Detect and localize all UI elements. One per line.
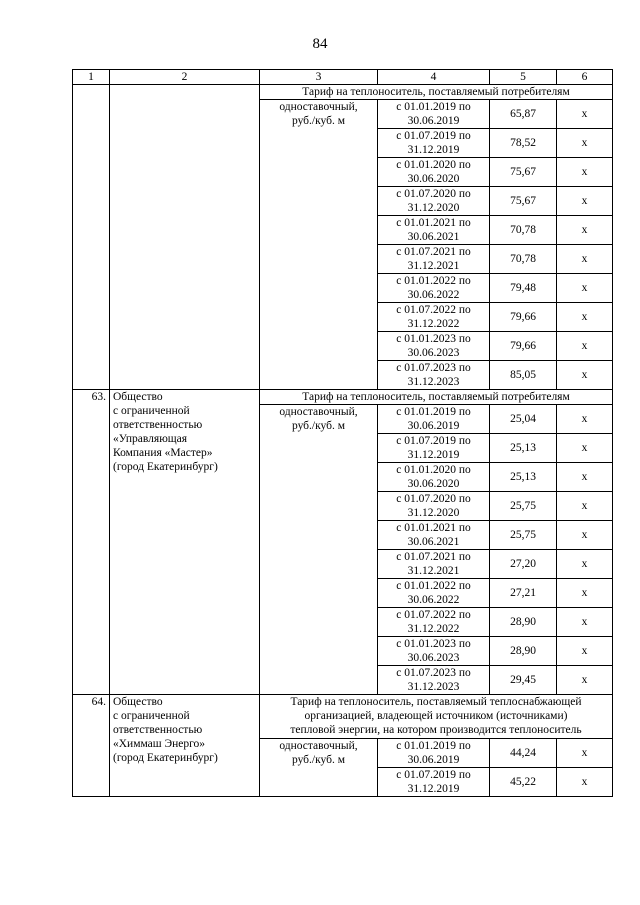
period-cell xyxy=(378,274,490,303)
tariff-value: 27,20 xyxy=(490,550,557,579)
organization-name-line: (город Екатеринбург) xyxy=(113,461,218,473)
tariff-unit-line: руб./куб. м xyxy=(291,754,346,766)
period-cell xyxy=(378,579,490,608)
tariff-value: 79,66 xyxy=(490,303,557,332)
column-6-mark: x xyxy=(557,274,613,303)
column-6-mark: x xyxy=(557,768,613,797)
period-line: с 01.07.2021 по xyxy=(396,246,471,258)
organization-name-line: (город Екатеринбург) xyxy=(113,752,218,764)
period-line: с 01.01.2022 по xyxy=(396,580,471,592)
period-line: 31.12.2019 xyxy=(407,783,460,795)
period-line: 30.06.2020 xyxy=(407,478,460,490)
period-line: с 01.01.2021 по xyxy=(396,217,471,229)
tariff-value: 45,22 xyxy=(490,768,557,797)
period-cell xyxy=(378,216,490,245)
period-line: 31.12.2020 xyxy=(407,202,460,214)
column-6-mark: x xyxy=(557,405,613,434)
period-line: с 01.01.2023 по xyxy=(396,638,471,650)
period-line: 31.12.2019 xyxy=(407,449,460,461)
period-line: 31.12.2021 xyxy=(407,260,460,272)
period-cell xyxy=(378,666,490,695)
tariff-value: 79,66 xyxy=(490,332,557,361)
period-line: с 01.01.2019 по xyxy=(396,101,471,113)
tariff-title-line: организацией, владеющей источником (источниками) xyxy=(304,710,568,722)
column-6-mark: x xyxy=(557,129,613,158)
period-line: 30.06.2022 xyxy=(407,289,460,301)
column-6-mark: x xyxy=(557,100,613,129)
organization-name-line: Общество xyxy=(113,696,163,708)
period-cell xyxy=(378,768,490,797)
organization-name-line: с ограниченной xyxy=(113,710,190,722)
tariff-value: 29,45 xyxy=(490,666,557,695)
tariff-unit-line: руб./куб. м xyxy=(291,115,346,127)
period-line: 31.12.2020 xyxy=(407,507,460,519)
column-6-mark: x xyxy=(557,245,613,274)
period-cell xyxy=(378,129,490,158)
period-cell xyxy=(378,637,490,666)
tariff-unit-line: одноставочный, xyxy=(279,406,358,418)
period-line: с 01.01.2020 по xyxy=(396,159,471,171)
tariff-value: 28,90 xyxy=(490,637,557,666)
header-cell: 5 xyxy=(490,70,557,85)
tariff-value: 25,13 xyxy=(490,434,557,463)
tariff-title-row xyxy=(73,695,613,739)
column-6-mark: x xyxy=(557,434,613,463)
tariff-unit-line: руб./куб. м xyxy=(291,420,346,432)
period-line: с 01.01.2021 по xyxy=(396,522,471,534)
organization-name xyxy=(110,85,260,390)
organization-name-line: «Управляющая xyxy=(113,433,188,445)
period-cell xyxy=(378,245,490,274)
column-6-mark: x xyxy=(557,332,613,361)
period-line: 31.12.2021 xyxy=(407,565,460,577)
organization-name-line: с ограниченной xyxy=(113,405,190,417)
period-cell xyxy=(378,100,490,129)
column-6-mark: x xyxy=(557,492,613,521)
tariff-unit-line: одноставочный, xyxy=(279,101,358,113)
period-cell xyxy=(378,492,490,521)
organization-name xyxy=(110,390,260,695)
tariff-title-line: тепловой энергии, на котором производится теплоноситель xyxy=(290,724,582,736)
period-line: с 01.01.2019 по xyxy=(396,740,471,752)
row-number xyxy=(73,85,110,390)
tariff-title xyxy=(260,390,613,405)
header-row xyxy=(73,70,613,85)
period-line: 30.06.2023 xyxy=(407,347,460,359)
tariff-value: 44,24 xyxy=(490,739,557,768)
column-6-mark: x xyxy=(557,216,613,245)
tariff-unit xyxy=(260,100,378,390)
period-line: 30.06.2021 xyxy=(407,231,460,243)
period-line: 31.12.2019 xyxy=(407,144,460,156)
header-cell: 1 xyxy=(73,70,110,85)
tariff-value: 25,75 xyxy=(490,492,557,521)
period-line: с 01.07.2020 по xyxy=(396,493,471,505)
organization-name-line: Компания «Мастер» xyxy=(113,447,213,459)
period-cell xyxy=(378,303,490,332)
period-cell xyxy=(378,550,490,579)
tariff-value: 78,52 xyxy=(490,129,557,158)
column-6-mark: x xyxy=(557,463,613,492)
tariff-title xyxy=(260,695,613,739)
column-6-mark: x xyxy=(557,579,613,608)
row-number: 64. xyxy=(73,695,110,797)
period-line: с 01.07.2022 по xyxy=(396,304,471,316)
period-cell xyxy=(378,158,490,187)
organization-name-line: ответственностью xyxy=(113,724,203,736)
period-line: 31.12.2023 xyxy=(407,376,460,388)
period-line: 30.06.2022 xyxy=(407,594,460,606)
organization-name xyxy=(110,695,260,797)
period-line: 31.12.2022 xyxy=(407,623,460,635)
period-line: с 01.01.2020 по xyxy=(396,464,471,476)
header-cell: 3 xyxy=(260,70,378,85)
organization-name-line: «Химмаш Энерго» xyxy=(113,738,206,750)
period-line: с 01.07.2023 по xyxy=(396,362,471,374)
period-cell xyxy=(378,332,490,361)
period-line: с 01.01.2022 по xyxy=(396,275,471,287)
period-line: 31.12.2022 xyxy=(407,318,460,330)
period-line: 30.06.2019 xyxy=(407,420,460,432)
tariff-unit xyxy=(260,405,378,695)
period-line: с 01.07.2019 по xyxy=(396,130,471,142)
tariff-value: 70,78 xyxy=(490,216,557,245)
period-cell xyxy=(378,187,490,216)
column-6-mark: x xyxy=(557,550,613,579)
tariff-title xyxy=(260,85,613,100)
tariff-value: 25,75 xyxy=(490,521,557,550)
column-6-mark: x xyxy=(557,158,613,187)
period-cell xyxy=(378,739,490,768)
organization-name-line: Общество xyxy=(113,391,163,403)
tariff-title-line: Тариф на теплоноситель, поставляемый потребителям xyxy=(302,391,570,403)
period-line: 30.06.2019 xyxy=(407,754,460,766)
period-cell xyxy=(378,608,490,637)
period-line: с 01.07.2022 по xyxy=(396,609,471,621)
column-6-mark: x xyxy=(557,608,613,637)
period-line: с 01.07.2019 по xyxy=(396,435,471,447)
tariff-title-row xyxy=(73,85,613,100)
tariff-value: 28,90 xyxy=(490,608,557,637)
tariff-value: 25,13 xyxy=(490,463,557,492)
tariff-value: 65,87 xyxy=(490,100,557,129)
column-6-mark: x xyxy=(557,187,613,216)
period-line: с 01.01.2019 по xyxy=(396,406,471,418)
period-line: 30.06.2021 xyxy=(407,536,460,548)
tariff-value: 75,67 xyxy=(490,158,557,187)
period-line: с 01.07.2019 по xyxy=(396,769,471,781)
period-cell xyxy=(378,361,490,390)
tariff-unit xyxy=(260,739,378,797)
tariff-value: 27,21 xyxy=(490,579,557,608)
tariff-value: 70,78 xyxy=(490,245,557,274)
column-6-mark: x xyxy=(557,637,613,666)
period-line: с 01.01.2023 по xyxy=(396,333,471,345)
tariff-value: 75,67 xyxy=(490,187,557,216)
tariff-value: 85,05 xyxy=(490,361,557,390)
column-6-mark: x xyxy=(557,739,613,768)
period-line: с 01.07.2020 по xyxy=(396,188,471,200)
tariff-title-row xyxy=(73,390,613,405)
period-cell xyxy=(378,434,490,463)
period-line: с 01.07.2021 по xyxy=(396,551,471,563)
period-line: 31.12.2023 xyxy=(407,681,460,693)
tariff-unit-line: одноставочный, xyxy=(279,740,358,752)
tariff-value: 79,48 xyxy=(490,274,557,303)
tariff-title-line: Тариф на теплоноситель, поставляемый теплоснабжающей xyxy=(290,696,582,708)
period-cell xyxy=(378,463,490,492)
period-line: 30.06.2020 xyxy=(407,173,460,185)
header-cell: 4 xyxy=(378,70,490,85)
period-cell xyxy=(378,405,490,434)
header-cell: 6 xyxy=(557,70,613,85)
period-line: 30.06.2019 xyxy=(407,115,460,127)
period-line: 30.06.2023 xyxy=(407,652,460,664)
column-6-mark: x xyxy=(557,303,613,332)
tariff-table xyxy=(72,69,613,797)
period-line: с 01.07.2023 по xyxy=(396,667,471,679)
header-cell: 2 xyxy=(110,70,260,85)
tariff-title-line: Тариф на теплоноситель, поставляемый потребителям xyxy=(302,86,570,98)
column-6-mark: x xyxy=(557,521,613,550)
tariff-value: 25,04 xyxy=(490,405,557,434)
column-6-mark: x xyxy=(557,361,613,390)
page-number: 84 xyxy=(312,36,328,52)
row-number: 63. xyxy=(73,390,110,695)
organization-name-line: ответственностью xyxy=(113,419,203,431)
column-6-mark: x xyxy=(557,666,613,695)
period-cell xyxy=(378,521,490,550)
